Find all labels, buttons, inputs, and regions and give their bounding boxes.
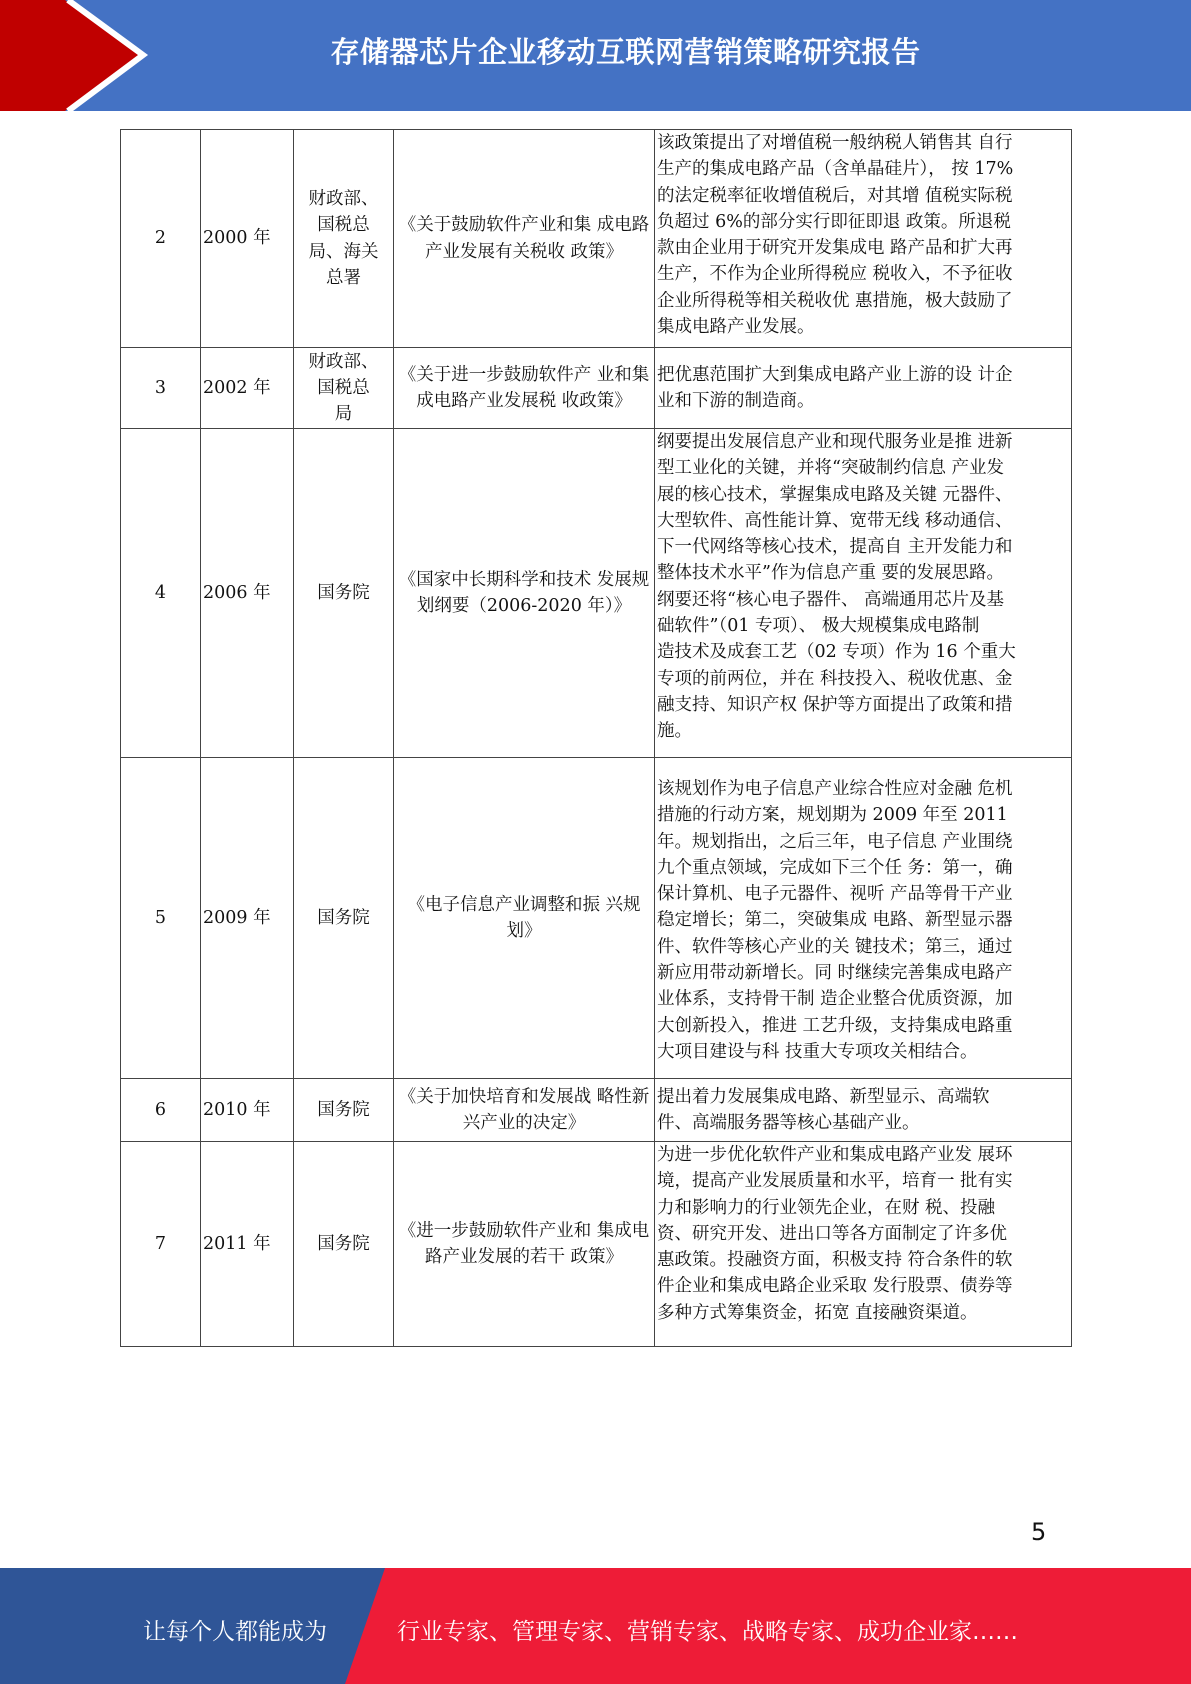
row-agency: 财政部、 国税总 局、海关 总署: [294, 130, 394, 348]
row-agency: 国务院: [294, 429, 394, 758]
row-policy-name: 《电子信息产业调整和振 兴规划》: [394, 758, 655, 1079]
row-policy-name: 《关于进一步鼓励软件产 业和集成电路产业发展税 收政策》: [394, 348, 655, 429]
row-description: 为进一步优化软件产业和集成电路产业发 展环 境，提高产业发展质量和水平，培育一 批有实 力和影响力的行业领先企业，在财 税、投融 资、研究开发、进出口等各方面制定了许多优 惠政策。投融资方面，积极支持 符合条件的软 件企业和集成电路企业采取 发行股票、债券等 多种方式筹集资金，拓宽 直接融资渠道。: [655, 1142, 1072, 1347]
table-row: [121, 348, 1072, 429]
row-description: 该政策提出了对增值税一般纳税人销售其 自行 生产的集成电路产品（含单晶硅片）， 按 17% 的法定税率征收增值税后，对其增 值税实际税 负超过 6%的部分实行即征即退 政策。所退税 款由企业用于研究开发集成电 路产品和扩大再 生产，不作为企业所得税应 税收入，不予征收 企业所得税等相关税收优 惠措施，极大鼓励了 集成电路产业发展。: [655, 130, 1072, 348]
report-title: 存储器芯片企业移动互联网营销策略研究报告: [330, 35, 921, 69]
table-row: [121, 1079, 1072, 1142]
row-number: 7: [121, 1142, 201, 1347]
row-number: 5: [121, 758, 201, 1079]
policy-table: [120, 129, 1072, 1347]
header-banner: [0, 0, 1191, 111]
table-row: [121, 1142, 1072, 1347]
row-year: 2011 年: [201, 1142, 294, 1347]
table-row: [121, 758, 1072, 1079]
row-year: 2006 年: [201, 429, 294, 758]
footer-slogan-left: 让每个人都能成为: [143, 1619, 327, 1645]
row-agency: 国务院: [294, 758, 394, 1079]
row-policy-name: 《关于加快培育和发展战 略性新兴产业的决定》: [394, 1079, 655, 1142]
row-number: 6: [121, 1079, 201, 1142]
row-year: 2009 年: [201, 758, 294, 1079]
row-agency: 财政部、 国税总 局: [294, 348, 394, 429]
row-year: 2000 年: [201, 130, 294, 348]
row-year: 2010 年: [201, 1079, 294, 1142]
page-number: 5: [1031, 1518, 1047, 1546]
row-year: 2002 年: [201, 348, 294, 429]
row-number: 3: [121, 348, 201, 429]
row-description: 把优惠范围扩大到集成电路产业上游的设 计企 业和下游的制造商。: [655, 348, 1072, 429]
table-row: [121, 429, 1072, 758]
row-description: 该规划作为电子信息产业综合性应对金融 危机 措施的行动方案，规划期为 2009 年至 2011 年。规划指出，之后三年，电子信息 产业围绕 九个重点领域，完成如下三个任 务：第一，确 保计算机、电子元器件、视听 产品等骨干产业 稳定增长；第二，突破集成 电路、新型显示器 件、软件等核心产业的关 键技术；第三，通过 新应用带动新增长。同 时继续完善集成电路产 业体系，支持骨干制 造企业整合优质资源，加 大创新投入，推进 工艺升级，支持集成电路重 大项目建设与科 技重大专项攻关相结合。: [655, 758, 1072, 1079]
row-agency: 国务院: [294, 1142, 394, 1347]
row-policy-name: 《关于鼓励软件产业和集 成电路产业发展有关税收 政策》: [394, 130, 655, 348]
table-row: [121, 130, 1072, 348]
row-number: 4: [121, 429, 201, 758]
row-policy-name: 《进一步鼓励软件产业和 集成电路产业发展的若干 政策》: [394, 1142, 655, 1347]
row-description: 纲要提出发展信息产业和现代服务业是推 进新 型工业化的关键，并将“突破制约信息 产业发 展的核心技术，掌握集成电路及关键 元器件、 大型软件、高性能计算、宽带无线 移动通信、 下一代网络等核心技术，提高自 主开发能力和 整体技术水平”作为信息产重 要的发展思路。 纲要还将“核心电子器件、 高端通用芯片及基 础软件”（01 专项）、 极大规模集成电路制 造技术及成套工艺（02 专项）作为 16 个重大 专项的前两位，并在 科技投入、税收优惠、金 融支持、知识产权 保护等方面提出了政策和措 施。: [655, 429, 1072, 758]
row-description: 提出着力发展集成电路、新型显示、高端软 件、高端服务器等核心基础产业。: [655, 1079, 1072, 1142]
row-policy-name: 《国家中长期科学和技术 发展规划纲要（2006-2020 年）》: [394, 429, 655, 758]
row-number: 2: [121, 130, 201, 348]
footer-slogan-right: 行业专家、管理专家、营销专家、战略专家、成功企业家……: [397, 1619, 1018, 1645]
row-agency: 国务院: [294, 1079, 394, 1142]
